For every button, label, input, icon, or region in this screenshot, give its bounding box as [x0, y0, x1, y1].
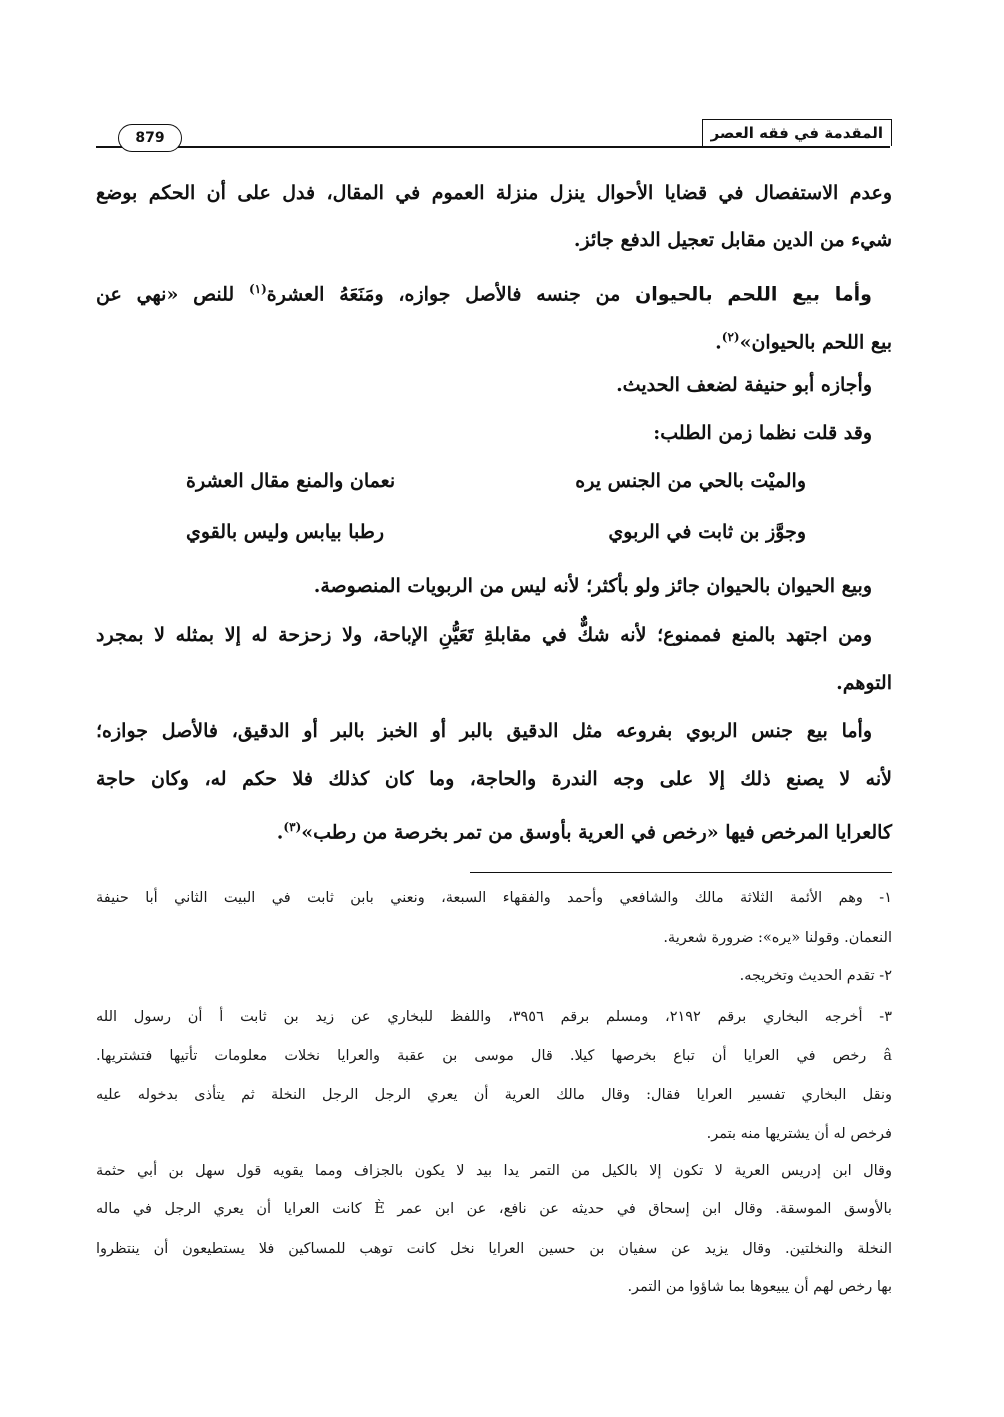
- footnote-line: ٢- تقدم الحديث وتخريجه.: [739, 968, 892, 984]
- footnote-line: â رخص في العرايا أن تباع بخرصها كيلا. قال موسى بن عقبة والعرايا نخلات معلومات تأتيها فتشتريها.: [96, 1048, 892, 1064]
- verse-1-left: نعمان والمنع مقال العشرة: [186, 470, 396, 492]
- running-title: المقدمة في فقه العصر: [702, 119, 892, 146]
- body-line-ribawi: وأما بيع جنس الربوي بفروعه مثل الدقيق بالبر أو الخبز بالبر أو الدقيق، فالأصل جوازه؛: [96, 720, 872, 742]
- body-line-2: شيء من الدين مقابل تعجيل الدفع جائز.: [573, 229, 892, 251]
- araya-end: .: [276, 821, 284, 844]
- footnote-line: ١- وهم الأئمة الثلاثة مالك والشافعي وأحمد والفقهاء السبعة، ونعني بابن ثابت في البيت الثاني أبا حنيفة: [96, 890, 892, 906]
- body-line-abuhanifa: وأجازه أبو حنيفة لضعف الحديث.: [616, 374, 872, 396]
- meat-line2-end: .: [715, 331, 722, 354]
- footnote-separator: [470, 872, 892, 873]
- body-line-tawahhum: التوهم.: [836, 672, 892, 694]
- footnote-line: بالأوسق الموسقة. وقال ابن إسحاق في حديثه عن نافع، عن ابن عمر È كانت العرايا أن يعري الرجل في ماله: [96, 1201, 892, 1217]
- verse-1-right: والميْت بالحي من الجنس يره: [575, 470, 806, 492]
- footnote-ref-1: (١): [248, 282, 267, 296]
- body-line-nadra: لأنه لا يصنع ذلك إلا على وجه الندرة والحاجة، وما كان كذلك فلا حكم له، وكان حاجة: [96, 768, 892, 790]
- footnote-line: ونقل البخاري تفسير العرايا فقال: وقال مالك العرية أن يعري الرجل الرجل النخلة ثم يتأذى بدخوله عليه: [96, 1087, 892, 1103]
- bold-lead: وأما بيع اللحم بالحيوان: [635, 283, 872, 306]
- header-rule: [96, 146, 890, 148]
- body-line-ijtihad: ومن اجتهد بالمنع فممنوع؛ لأنه شكٌّ في مقابلةِ تَعَيُّنِ الإباحة، ولا زحزحة له إلا بمثله لا بمجرد: [96, 624, 872, 646]
- footnote-ref-2: (٢): [721, 330, 740, 344]
- paragraph-meat-line-1: [96, 274, 872, 309]
- paragraph-meat-line-2: [715, 322, 892, 357]
- meat-line2-text: بيع اللحم بالحيوان»: [739, 331, 892, 354]
- meat-text-2: للنص «نهي عن: [96, 283, 249, 306]
- footnote-line: وقال ابن إدريس العرية لا تكون إلا بالكيل من التمر يدا بيد لا يكون بالجزاف ومما يقويه قول سهل بن أبي حثمة: [96, 1163, 892, 1179]
- footnote-line: ٣- أخرجه البخاري برقم ٢١٩٢، ومسلم برقم ٣٩٥٦، واللفظ للبخاري عن زيد بن ثابت أ أن رسول الله: [96, 1009, 892, 1025]
- footnote-ref-3: (٣): [283, 820, 302, 834]
- footnote-line: فرخص له أن يشتريها منه بتمر.: [706, 1126, 892, 1142]
- footnote-line: النعمان. وقولنا «يره»: ضرورة شعرية.: [663, 930, 892, 946]
- araya-text: كالعرايا المرخص فيها «رخص في العرية بأوسق من تمر بخرصة من رطب»: [301, 821, 892, 844]
- footnote-line: النخلة والنخلتين. وقال يزيد عن سفيان بن حسين العرايا نخل كانت توهب للمساكين فلا يستطيعون أن ينتظروا: [96, 1241, 892, 1257]
- body-line-araya: [277, 812, 892, 847]
- body-line-animal-sale: وبيع الحيوان بالحيوان جائز ولو بأكثر؛ لأنه ليس من الربويات المنصوصة.: [313, 575, 872, 597]
- body-line-poem-intro: وقد قلت نظما زمن الطلب:: [653, 422, 872, 444]
- verse-2-right: وجوَّز بن ثابت في الربوي: [608, 521, 806, 543]
- verse-2-left: رطبا بيابس وليس بالقوي: [186, 521, 385, 543]
- body-line-1: وعدم الاستفصال في قضايا الأحوال ينزل منزلة العموم في المقال، فدل على أن الحكم بوضع: [96, 182, 892, 204]
- footnote-line: بها رخص لهم أن يبيعوها بما شاؤوا من التمر.: [627, 1279, 892, 1295]
- page-number: 879: [118, 124, 182, 152]
- meat-text: من جنسه فالأصل جوازه، ومَنَعَهُ العشرة: [266, 283, 636, 306]
